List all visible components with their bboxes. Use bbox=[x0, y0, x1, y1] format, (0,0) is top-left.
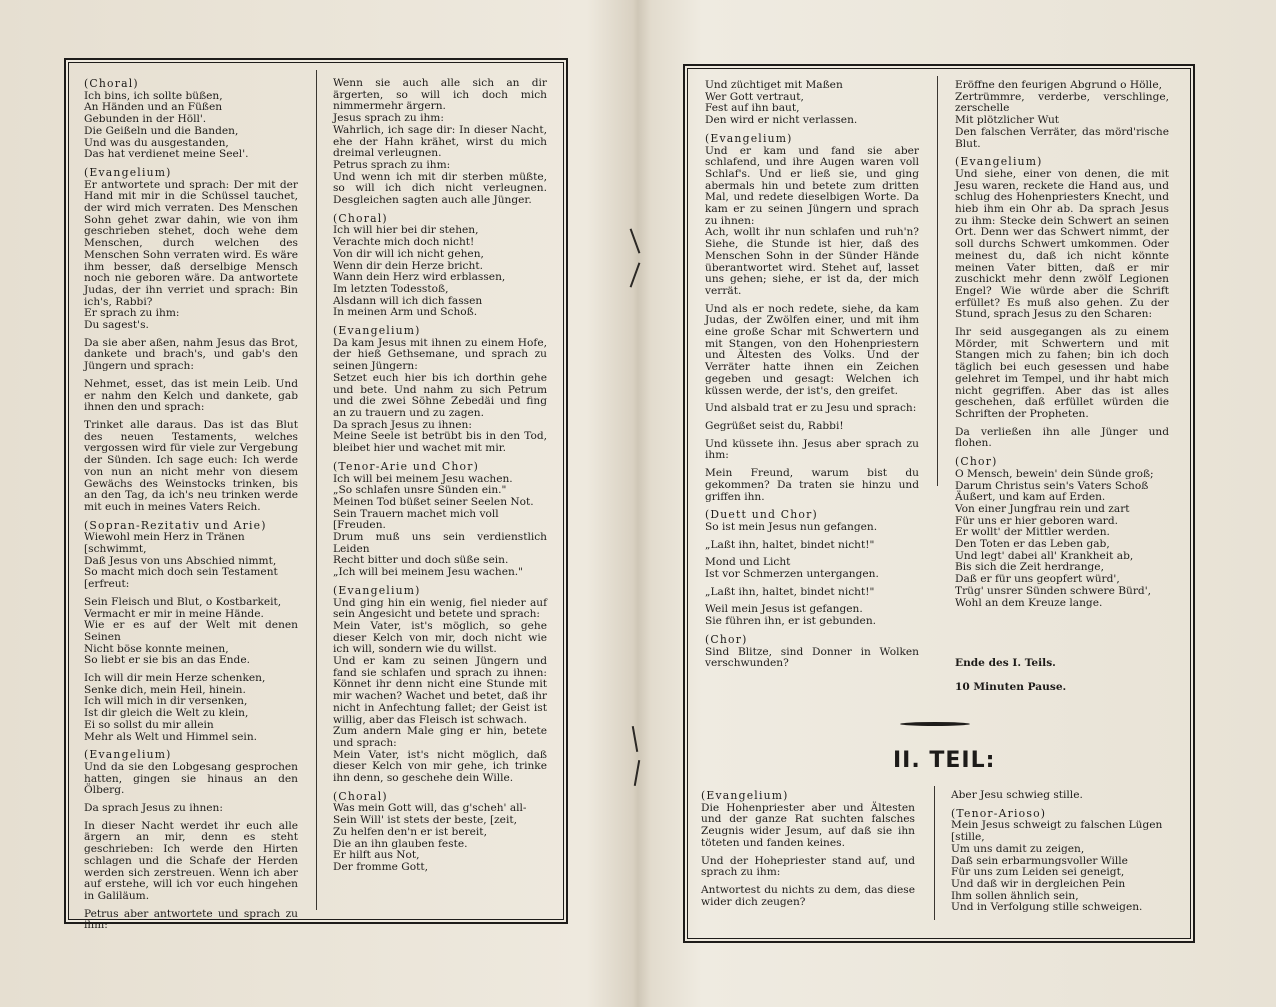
text-passage: Mond und Licht Ist vor Schmerzen untergangen. bbox=[705, 556, 879, 581]
section-heading: (Tenor-Arioso) bbox=[951, 806, 1047, 820]
section-heading: (Sopran-Rezitativ und Arie) bbox=[84, 518, 267, 532]
text-passage: In dieser Nacht werdet ihr euch alle ärgern an mir, denn es steht geschrieben: Ich werde den Hirten schlagen und die Schafe der Herden werden sich zerstreuen. Wenn ich aber auf erstehe, will ich vor euch hingehen in Galiläum. bbox=[84, 819, 298, 902]
right-column-divider bbox=[937, 76, 938, 486]
pause-text: 10 Minuten Pause. bbox=[955, 680, 1067, 693]
text-passage: O Mensch, bewein' dein Sünde groß; Darum Christus sein's Vaters Schoß Äußert, und kam auf Erden. Von einer Jungfrau rein und zart Für uns er hier geboren ward. Er wollt' der Mittler werden. Den Toten er das Leben gab, Und legt' dabei all' Krankheit ab, Bis sich die Zeit herdrange, Daß er für uns geopfert würd', Trüg' unsrer Sünden schwere Bürd', Wohl an dem Kreuze lange. bbox=[955, 467, 1154, 609]
section-heading: (Chor) bbox=[955, 455, 998, 469]
section-heading: (Choral) bbox=[333, 789, 388, 803]
end-notice bbox=[955, 658, 1169, 699]
end-of-part-text: Ende des I. Teils. bbox=[955, 657, 1056, 669]
section-heading: (Choral) bbox=[84, 77, 139, 90]
text-passage: Und alsbald trat er zu Jesu und sprach: bbox=[705, 402, 917, 415]
left-column-divider bbox=[316, 70, 317, 910]
right-page-column-1 bbox=[705, 80, 919, 676]
text-passage: Er antwortete und sprach: Der mit der Hand mit mir in die Schüssel tauchet, der wird mich verraten. Des Menschen Sohn gehet zwar dahin, wie von ihm geschrieben stehet, doch wehe dem Menschen, durch welchen des Menschen Sohn verraten wird. Es wäre ihm besser, daß derselbige Mensch noch nie geboren wäre. Da antwortete Judas, der ihn verriet und sprach: Bin ich's, Rabbi? Er sprach zu ihm: Du sagest's. bbox=[84, 178, 298, 332]
right-page-column-2 bbox=[955, 80, 1169, 615]
left-page-column-1 bbox=[84, 78, 298, 938]
section-heading: (Evangelium) bbox=[701, 789, 789, 802]
section-heading: (Evangelium) bbox=[333, 583, 421, 597]
text-passage: Und küssete ihn. Jesus aber sprach zu ihm: bbox=[705, 437, 919, 462]
text-passage: Weil mein Jesus ist gefangen. Sie führen ihn, er ist gebunden. bbox=[705, 603, 877, 628]
section-heading: (Evangelium) bbox=[705, 131, 793, 145]
text-passage: Sind Blitze, sind Donner in Wolken verschwunden? bbox=[705, 645, 919, 670]
text-passage: Trinket alle daraus. Das ist das Blut des neuen Testaments, welches vergossen wird für viele zur Vergebung der Sünden. Ich sage euch: Ich werde von nun an nicht mehr von diesem Gewächs des Weinstocks trinken, bis an den Tag, da ich's neu trinken werde mit euch in meines Vaters Reich. bbox=[84, 418, 298, 513]
section-heading: (Chor) bbox=[705, 632, 748, 646]
section-rule bbox=[900, 722, 970, 726]
text-passage: Da kam Jesus mit ihnen zu einem Hofe, der hieß Gethsemane, und sprach zu seinen Jüngern: Setzet euch hier bis ich dorthin gehe und bete. Und nahm zu sich Petrum und die zwei Söhne Zebedäi und fing an zu trauern und zu zagen. Da sprach Jesus zu ihnen: Meine Seele ist betrübt bis in den Tod, bleibet hier und wachet mit mir. bbox=[333, 336, 547, 455]
text-passage: Da verließen ihn alle Jünger und flohen. bbox=[955, 425, 1169, 450]
text-passage: Ich will bei meinem Jesu wachen. „So schlafen unsre Sünden ein." Meinen Tod büßet seiner Seelen Not. Sein Trauern machet mich voll [Freuden. Drum muß uns sein verdienstlich Leiden Recht bitter und doch süße sein. „Ich will bei meinem Jesu wachen." bbox=[333, 472, 547, 579]
text-passage: Sein Fleisch und Blut, o Kostbarkeit, Vermacht er mir in meine Hände. Wie er es auf der Welt mit denen Seinen Nicht böse konnte meinen, So liebt er sie bis an das Ende. bbox=[84, 595, 298, 667]
text-passage: Und züchtiget mit Maßen Wer Gott vertraut, Fest auf ihn baut, Den wird er nicht verlassen. bbox=[705, 79, 858, 127]
text-passage: Mein Jesus schweigt zu falschen Lügen [stille, Um uns damit zu zeigen, Daß sein erbarmungsvoller Wille Für uns zum Leiden sei geneigt, Und daß wir in dergleichen Pein Ihm sollen ähnlich sein, Und in Verfolgung stille schweigen. bbox=[951, 819, 1163, 914]
section-heading: (Evangelium) bbox=[84, 748, 172, 762]
text-passage: Und als er noch redete, siehe, da kam Judas, der Zwölfen einer, und mit ihm eine große Schar mit Schwertern und mit Stangen, von den Hohenpriestern und Ältesten des Volks. Und der Verräter hatte ihnen ein Zeichen gegeben und gesagt: Welchen ich küssen werde, der ist's, den greifet. bbox=[705, 302, 919, 397]
text-passage: Die Hohenpriester aber und Ältesten und der ganze Rat suchten falsches Zeugnis wider Jesum, auf daß sie ihn töteten und fanden keines. bbox=[701, 801, 915, 849]
right-lower-column-divider bbox=[934, 786, 935, 920]
text-passage: So ist mein Jesus nun gefangen. bbox=[705, 520, 878, 533]
text-passage: Ich will dir mein Herze schenken, Senke dich, mein Heil, hinein. Ich will mich in dir versenken, Ist dir gleich die Welt zu klein, Ei so sollst du mir allein Mehr als Welt und Himmel sein. bbox=[84, 672, 266, 743]
text-passage: Eröffne den feurigen Abgrund o Hölle, Zertrümmre, verderbe, verschlinge, zerschelle Mit plötzlicher Wut Den falschen Verräter, das mörd'rische Blut. bbox=[955, 79, 1169, 150]
part-title: II. TEIL: bbox=[893, 748, 996, 773]
text-passage: Aber Jesu schwieg stille. bbox=[951, 789, 1083, 801]
text-passage: „Laßt ihn, haltet, bindet nicht!" bbox=[705, 585, 875, 598]
text-passage: Und ging hin ein wenig, fiel nieder auf sein Angesicht und betete und sprach: Mein Vater, ist's möglich, so gehe dieser Kelch von mir, doch nicht wie ich will, sondern wie du willst. Und er kam zu seinen Jüngern und fand sie schlafen und sprach zu ihnen: Könnet ihr denn nicht eine Stunde mit mir wachen? Wachet und betet, daß ihr nicht in Anfechtung fallet; der Geist ist willig, aber das Fleisch ist schwach. Zum andern Male ging er hin, betete und sprach: Mein Vater, ist's nicht möglich, daß dieser Kelch von mir gehe, ich trinke ihn denn, so geschehe dein Wille. bbox=[333, 596, 547, 785]
text-passage: Nehmet, esset, das ist mein Leib. Und er nahm den Kelch und dankete, gab ihnen den und sprach: bbox=[84, 377, 298, 414]
text-passage: Und der Hohepriester stand auf, und sprach zu ihm: bbox=[701, 854, 915, 879]
text-passage: Petrus aber antwortete und sprach zu ihm: bbox=[84, 907, 298, 932]
text-passage: „Laßt ihn, haltet, bindet nicht!" bbox=[705, 538, 875, 551]
text-passage: Gegrüßet seist du, Rabbi! bbox=[705, 419, 844, 432]
section-heading: (Duett und Chor) bbox=[705, 508, 818, 522]
text-passage: Und er kam und fand sie aber schlafend, und ihre Augen waren voll Schlaf's. Und er ließ sie, und ging abermals hin und betete zum dritten Mal, und redete dieselbigen Worte. Da kam er zu seinen Jüngern und sprach zu ihnen: Ach, wollt ihr nun schlafen und ruh'n? Siehe, die Stunde ist hier, daß des Menschen Sohn in der Sünder Hände überantwortet wird. Stehet auf, lasset uns gehen; siehe, er ist da, der mich verrät. bbox=[705, 144, 919, 297]
section-heading: (Choral) bbox=[333, 211, 388, 225]
text-passage: Mein Freund, warum bist du gekommen? Da traten sie hinzu und griffen ihn. bbox=[705, 467, 919, 503]
section-heading: (Evangelium) bbox=[333, 324, 421, 338]
section-heading: (Tenor-Arie und Chor) bbox=[333, 459, 480, 473]
text-passage: Antwortest du nichts zu dem, das diese wider dich zeugen? bbox=[701, 883, 915, 908]
text-passage: Da sprach Jesus zu ihnen: bbox=[84, 802, 223, 815]
text-passage: Ich bins, ich sollte büßen, An Händen und an Füßen Gebunden in der Höll'. Die Geißeln und die Banden, Und was du ausgestanden, Das hat verdienet meine Seel'. bbox=[84, 89, 249, 161]
text-passage: Was mein Gott will, das g'scheh' all- Sein Will' ist stets der beste, [zeit, Zu helfen den'n er ist bereit, Die an ihn glauben feste. Er hilft aus Not, Der fromme Gott, bbox=[333, 802, 527, 873]
part-two-column-2 bbox=[951, 790, 1167, 920]
section-heading: (Evangelium) bbox=[84, 165, 172, 179]
text-passage: Da sie aber aßen, nahm Jesus das Brot, dankete und brach's, und gab's den Jüngern und sprach: bbox=[84, 336, 298, 373]
text-passage: Und siehe, einer von denen, die mit Jesu waren, reckete die Hand aus, und schlug des Hohenpriesters Knecht, und hieb ihm ein Ohr ab. Da sprach Jesus zu ihm: Stecke dein Schwert an seinen Ort. Denn wer das Schwert nimmt, der soll durchs Schwert umkommen. Oder meinest du, daß ich nicht könnte meinen Vater bitten, daß er mir zuschickt mehr denn zwölf Legionen Engel? Wie würde aber die Schrift erfüllet? Es muß also gehen. Zu der Stund, sprach Jesus zu den Scharen: bbox=[955, 167, 1169, 321]
text-passage: Und da sie den Lobgesang gesprochen hatten, gingen sie hinaus an den Ölberg. bbox=[84, 760, 298, 797]
text-passage: Wiewohl mein Herz in Tränen [schwimmt, Daß Jesus von uns Abschied nimmt, So macht mich doch sein Testament [erfreut: bbox=[84, 531, 278, 591]
part-two-column-1 bbox=[701, 790, 915, 914]
left-page-column-2 bbox=[333, 78, 547, 880]
text-passage: Wenn sie auch alle sich an dir ärgerten, so will ich doch mich nimmermehr ärgern. Jesus sprach zu ihm: Wahrlich, ich sage dir: In dieser Nacht, ehe der Hahn krähet, wirst du mich dreimal verleugnen. Petrus sprach zu ihm: Und wenn ich mit dir sterben müßte, so will ich dich nicht verleugnen. Desgleichen sagten auch alle Jünger. bbox=[333, 77, 547, 207]
section-heading: (Evangelium) bbox=[955, 155, 1043, 169]
text-passage: Ihr seid ausgegangen als zu einem Mörder, mit Schwertern und mit Stangen mich zu fahen; bin ich doch täglich bei euch gesessen und habe gelehret im Tempel, und ihr habt mich nicht gegriffen. Aber das ist alles geschehen, daß erfüllet würden die Schriften der Propheten. bbox=[955, 326, 1169, 420]
text-passage: Ich will hier bei dir stehen, Verachte mich doch nicht! Von dir will ich nicht gehen, Wenn dir dein Herze bricht. Wann dein Herz wird erblassen, Im letzten Todesstoß, Alsdann will ich dich fassen In meinen Arm und Schoß. bbox=[333, 224, 506, 319]
